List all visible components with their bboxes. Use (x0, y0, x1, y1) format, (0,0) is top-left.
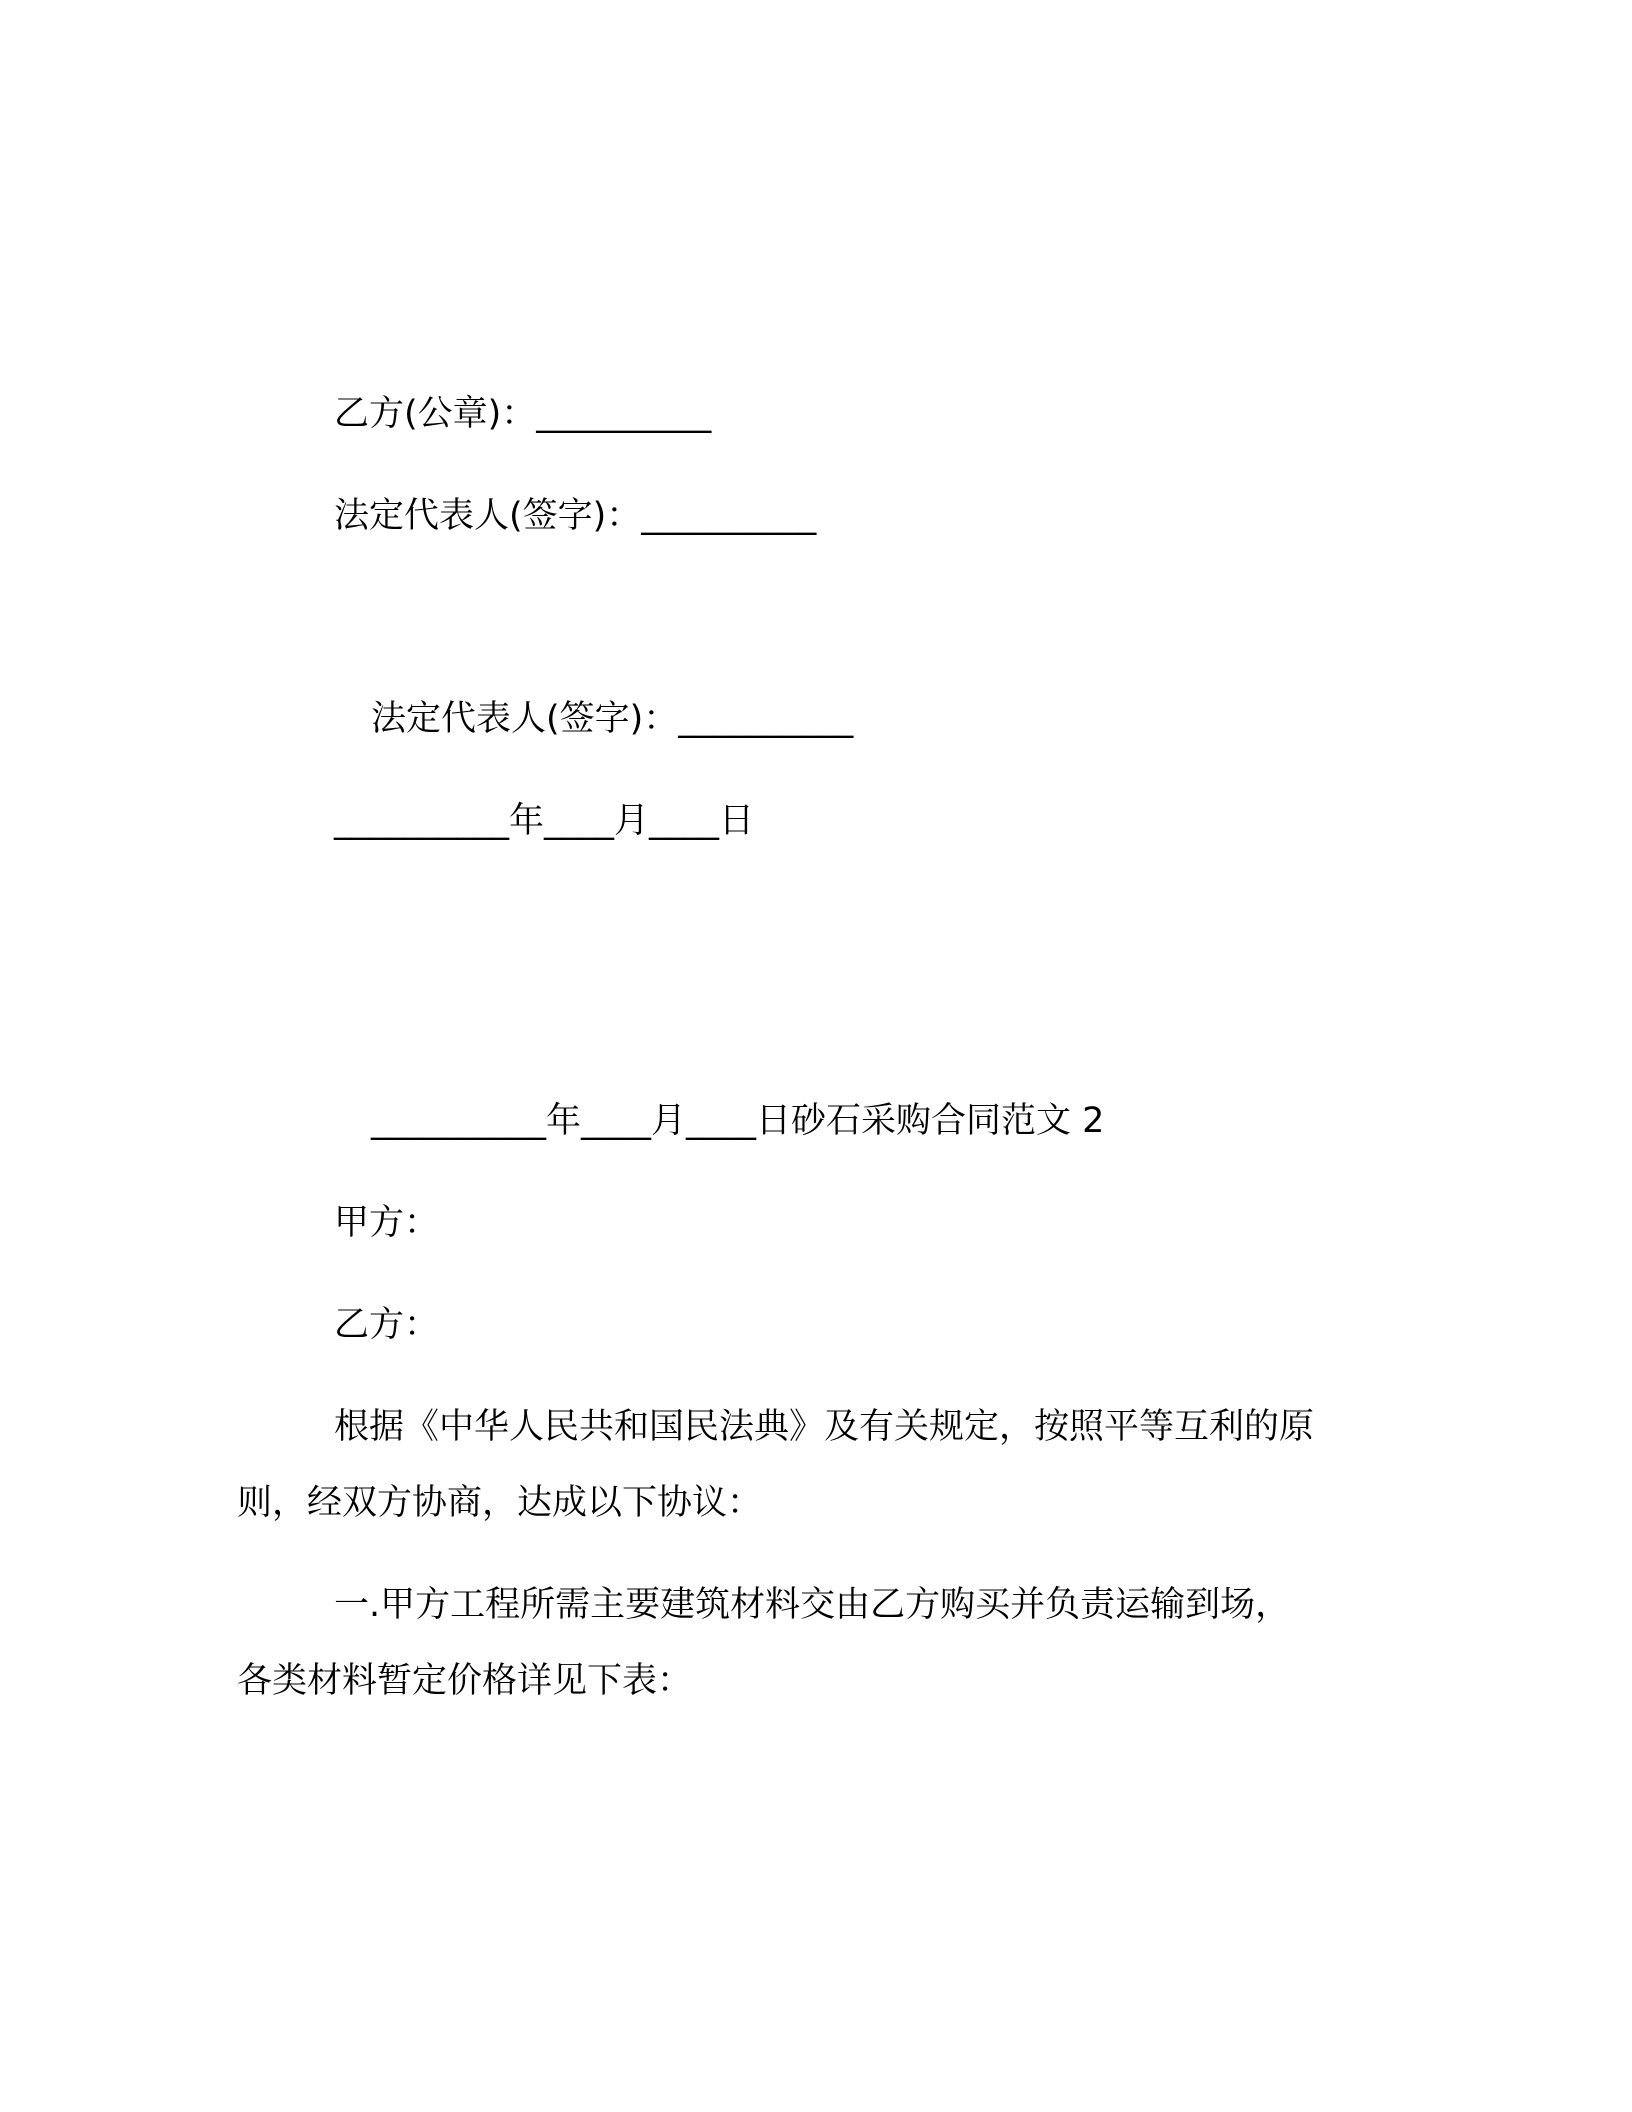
party-b-seal-line: 乙方(公章)：__________ (334, 394, 712, 434)
legal-rep-signature-line-2: 法定代表人(签字)：__________ (371, 699, 854, 739)
preamble-paragraph-line-2: 则，经双方协商，达成以下协议： (237, 1483, 763, 1523)
party-a-line: 甲方： (334, 1203, 440, 1243)
date-line: __________年____月____日 (334, 801, 755, 841)
clause-1-line-1: 一.甲方工程所需主要建筑材料交由乙方购买并负责运输到场， (334, 1585, 1291, 1625)
clause-1-line-2: 各类材料暂定价格详见下表： (237, 1661, 693, 1701)
preamble-paragraph-line-1: 根据《中华人民共和国民法典》及有关规定，按照平等互利的原 (334, 1407, 1315, 1447)
contract-title-line: __________年____月____日砂石采购合同范文 2 (371, 1101, 1105, 1141)
legal-rep-signature-line: 法定代表人(签字)：__________ (334, 496, 817, 536)
party-b-line: 乙方： (334, 1305, 440, 1345)
